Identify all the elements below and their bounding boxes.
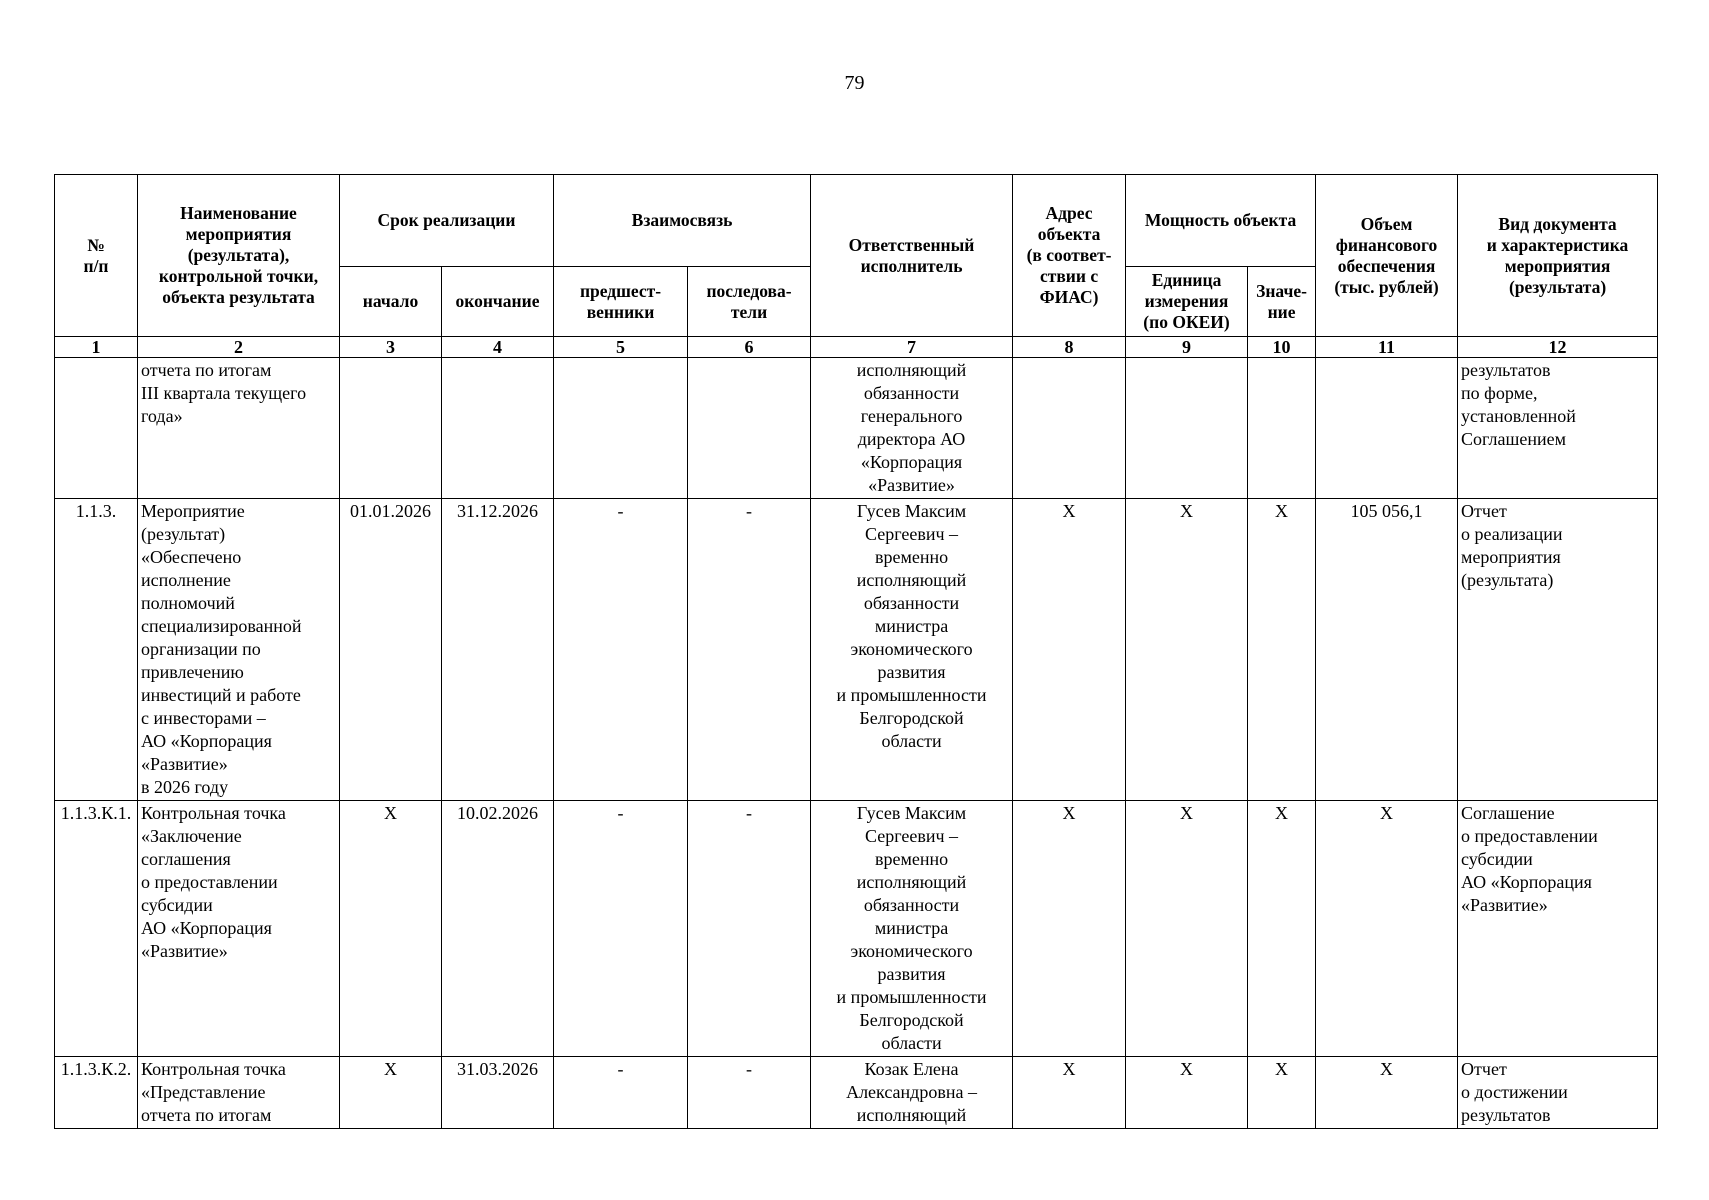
header-term: Срок реализации (340, 175, 554, 267)
column-number: 7 (811, 337, 1013, 358)
cell-unit: Х (1126, 801, 1248, 1057)
cell-num (55, 358, 138, 499)
column-number: 9 (1126, 337, 1248, 358)
cell-num: 1.1.3.К.2. (55, 1057, 138, 1129)
header-doc: Вид документа и характеристика мероприятия (результата) (1458, 175, 1658, 337)
cell-funding: 105 056,1 (1316, 499, 1458, 801)
plan-table (54, 174, 1658, 1129)
cell-name: Контрольная точка «Представление отчета по итогам (138, 1057, 340, 1129)
cell-end (442, 358, 554, 499)
column-number: 11 (1316, 337, 1458, 358)
cell-value: Х (1248, 1057, 1316, 1129)
header-term-end: окончание (442, 267, 554, 337)
cell-unit: Х (1126, 499, 1248, 801)
cell-responsible: исполняющий обязанности генерального директора АО «Корпорация «Развитие» (811, 358, 1013, 499)
cell-responsible: Козак Елена Александровна – исполняющий (811, 1057, 1013, 1129)
cell-address: Х (1013, 499, 1126, 801)
cell-responsible: Гусев Максим Сергеевич – временно исполняющий обязанности министра экономического развития и промышленности Белгородской области (811, 499, 1013, 801)
cell-succ (688, 358, 811, 499)
column-number: 10 (1248, 337, 1316, 358)
cell-start (340, 358, 442, 499)
cell-pred (554, 358, 688, 499)
column-number: 8 (1013, 337, 1126, 358)
column-number: 5 (554, 337, 688, 358)
cell-pred: - (554, 499, 688, 801)
header-funding: Объем финансового обеспечения (тыс. рублей) (1316, 175, 1458, 337)
column-number: 1 (55, 337, 138, 358)
header-capacity: Мощность объекта (1126, 175, 1316, 267)
column-number: 6 (688, 337, 811, 358)
cell-unit (1126, 358, 1248, 499)
cell-start: Х (340, 1057, 442, 1129)
header-term-start: начало (340, 267, 442, 337)
cell-funding: Х (1316, 1057, 1458, 1129)
cell-pred: - (554, 801, 688, 1057)
table-row (55, 1057, 1658, 1129)
cell-name: Мероприятие (результат) «Обеспечено исполнение полномочий специализированной организации по привлечению инвестиций и работе с инвесторами – АО «Корпорация «Развитие» в 2026 году (138, 499, 340, 801)
cell-address: Х (1013, 1057, 1126, 1129)
cell-end: 10.02.2026 (442, 801, 554, 1057)
header-responsible: Ответственный исполнитель (811, 175, 1013, 337)
cell-unit: Х (1126, 1057, 1248, 1129)
table-row (55, 801, 1658, 1057)
header-address: Адрес объекта (в соответ- ствии с ФИАС) (1013, 175, 1126, 337)
table-body (55, 358, 1658, 1129)
header-name: Наименование мероприятия (результата), контрольной точки, объекта результата (138, 175, 340, 337)
header-num: № п/п (55, 175, 138, 337)
cell-end: 31.03.2026 (442, 1057, 554, 1129)
table-row (55, 358, 1658, 499)
cell-funding (1316, 358, 1458, 499)
table-row (55, 499, 1658, 801)
cell-succ: - (688, 801, 811, 1057)
cell-doc: Отчет о достижении результатов (1458, 1057, 1658, 1129)
cell-doc: Отчет о реализации мероприятия (результата) (1458, 499, 1658, 801)
cell-doc: результатов по форме, установленной Соглашением (1458, 358, 1658, 499)
column-number: 4 (442, 337, 554, 358)
cell-start: Х (340, 801, 442, 1057)
cell-end: 31.12.2026 (442, 499, 554, 801)
cell-address: Х (1013, 801, 1126, 1057)
cell-value: Х (1248, 801, 1316, 1057)
cell-start: 01.01.2026 (340, 499, 442, 801)
cell-funding: Х (1316, 801, 1458, 1057)
cell-responsible: Гусев Максим Сергеевич – временно исполняющий обязанности министра экономического развития и промышленности Белгородской области (811, 801, 1013, 1057)
cell-succ: - (688, 499, 811, 801)
column-number: 3 (340, 337, 442, 358)
column-number: 2 (138, 337, 340, 358)
page-number: 79 (844, 72, 865, 94)
header-link-pred: предшест- венники (554, 267, 688, 337)
column-number: 12 (1458, 337, 1658, 358)
cell-pred: - (554, 1057, 688, 1129)
cell-name: Контрольная точка «Заключение соглашения о предоставлении субсидии АО «Корпорация «Развитие» (138, 801, 340, 1057)
cell-value (1248, 358, 1316, 499)
header-unit: Единица измерения (по ОКЕИ) (1126, 267, 1248, 337)
cell-value: Х (1248, 499, 1316, 801)
cell-succ: - (688, 1057, 811, 1129)
cell-name: отчета по итогам III квартала текущего года» (138, 358, 340, 499)
cell-doc: Соглашение о предоставлении субсидии АО «Корпорация «Развитие» (1458, 801, 1658, 1057)
table-header (55, 175, 1658, 358)
header-link: Взаимосвязь (554, 175, 811, 267)
header-link-succ: последова- тели (688, 267, 811, 337)
cell-num: 1.1.3. (55, 499, 138, 801)
header-value: Значе- ние (1248, 267, 1316, 337)
cell-num: 1.1.3.К.1. (55, 801, 138, 1057)
cell-address (1013, 358, 1126, 499)
column-number-row (55, 337, 1658, 358)
